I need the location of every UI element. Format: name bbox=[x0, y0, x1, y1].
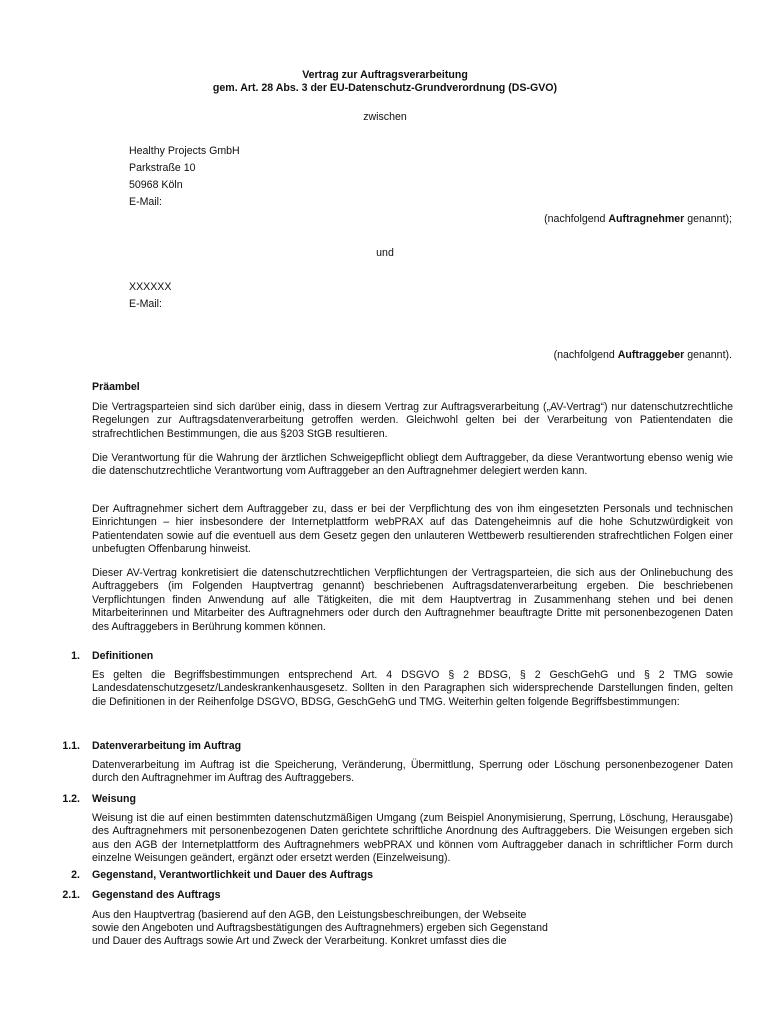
section-1-1-number: 1.1. bbox=[62, 740, 80, 752]
contractor-role-term: Auftragnehmer bbox=[608, 213, 685, 225]
contractor-city: 50968 Köln bbox=[129, 179, 183, 191]
contractor-role-suffix: genannt); bbox=[684, 213, 732, 225]
between-text: zwischen bbox=[363, 111, 407, 123]
contractor-role-prefix: (nachfolgend bbox=[544, 213, 609, 225]
contractor-role bbox=[544, 213, 732, 226]
client-role-prefix: (nachfolgend bbox=[553, 349, 618, 361]
section-2-1-number: 2.1. bbox=[62, 889, 80, 901]
contractor-name: Healthy Projects GmbH bbox=[129, 145, 240, 157]
section-1-2-heading: Weisung bbox=[92, 793, 136, 805]
section-2-number: 2. bbox=[71, 869, 80, 881]
client-role-term: Auftraggeber bbox=[617, 349, 685, 361]
client-name: XXXXXX bbox=[129, 281, 172, 293]
and-text: und bbox=[376, 247, 394, 259]
contractor-email-label: E-Mail: bbox=[129, 196, 162, 208]
preamble-paragraph-2: Die Verantwortung für die Wahrung der ärztlichen Schweigepflicht obliegt dem Auftraggeber, da diese Verantwortung ebenso wenig wie die datenschutzrechtliche Verantwortung vom Auftraggeber an den Auftragnehmer delegiert werden kann. bbox=[92, 452, 733, 478]
section-1-2-text: Weisung ist die auf einen bestimmten datenschutzmäßigen Umgang (zum Beispiel Anonymisierung, Sperrung, Löschung, Herausgabe) des Auftragnehmers mit personenbezogenen Daten gerichtete schriftliche Anordnung des Auftraggebers. Die Weisungen ergeben sich aus den AGB der Internetplattform des Auftragnehmers webPRAX und können vom Auftraggeber danach in schriftlicher Form durch einzelne Weisungen geändert, ergänzt oder ersetzt werden (Einzelweisung). bbox=[92, 812, 733, 865]
preamble-paragraph-3: Der Auftragnehmer sichert dem Auftraggeber zu, dass er bei der Verpflichtung des von ihm eingesetzten Personals und technischen Einrichtungen – hier insbesondere der Internetplattform webPRAX auf das Datengeheimnis auf die hohe Schutzwürdigkeit von Patientendaten sowie auf die eventuell aus dem Gesetz gegen den unlauteren Wettbewerb resultierenden strafrechtlichen Folgen einer unbefugten Offenbarung hinweist. bbox=[92, 503, 733, 556]
section-1-text: Es gelten die Begriffsbestimmungen entsprechend Art. 4 DSGVO § 2 BDSG, § 2 GeschGehG und § 2 TMG sowie Landesdatenschutzgesetz/Landeskrankenhausgesetz. Sollten in den Paragraphen sich widersprechende Darstellungen finden, gelten die Definitionen in der Reihenfolge DSGVO, BDSG, GeschGehG und TMG. Weiterhin gelten folgende Begriffsbestimmungen: bbox=[92, 669, 733, 708]
section-1-1-text: Datenverarbeitung im Auftrag ist die Speicherung, Veränderung, Übermittlung, Sperrung oder Löschung personenbezogener Daten durch den Auftragnehmer im Auftrag des Auftraggebers. bbox=[92, 759, 733, 785]
section-2-1-line-1: Aus den Hauptvertrag (basierend auf den AGB, den Leistungsbeschreibungen, der Webseite bbox=[92, 909, 527, 921]
client-role-suffix: genannt). bbox=[684, 349, 732, 361]
document-title: Vertrag zur Auftragsverarbeitung bbox=[302, 69, 468, 81]
preamble-paragraph-4: Dieser AV-Vertrag konkretisiert die datenschutzrechtlichen Verpflichtungen der Vertragsparteien, die sich aus der Onlinebuchung des Auftraggebers (im Folgenden Hauptvertrag genannt) beschriebenen Auftragsdatenverarbeitung ergeben. Die beschriebenen Verpflichtungen finden Anwendung auf alle Tätigkeiten, die mit dem Hauptvertrag in Zusammenhang stehen und bei denen Mitarbeiterinnen und Mitarbeiter des Auftragnehmers oder durch den Auftragnehmer beauftragte Dritte mit personenbezogenen Daten des Auftraggebers in Berührung kommen können. bbox=[92, 567, 733, 633]
section-2-1-heading: Gegenstand des Auftrags bbox=[92, 889, 221, 901]
section-2-heading: Gegenstand, Verantwortlichkeit und Dauer des Auftrags bbox=[92, 869, 373, 881]
section-1-2-number: 1.2. bbox=[62, 793, 80, 805]
section-1-number: 1. bbox=[71, 650, 80, 662]
client-email-label: E-Mail: bbox=[129, 298, 162, 310]
client-role bbox=[554, 349, 732, 362]
section-1-1-heading: Datenverarbeitung im Auftrag bbox=[92, 740, 242, 752]
preamble-heading: Präambel bbox=[92, 381, 140, 393]
section-2-1-line-3: und Dauer des Auftrags sowie Art und Zweck der Verarbeitung. Konkret umfasst dies die bbox=[92, 935, 507, 947]
document-subtitle: gem. Art. 28 Abs. 3 der EU-Datenschutz-Grundverordnung (DS-GVO) bbox=[212, 82, 558, 94]
section-2-1-line-2: sowie den Angeboten und Auftragsbestätigungen des Auftragnehmers) ergeben sich Gegenstand bbox=[92, 922, 548, 934]
contractor-street: Parkstraße 10 bbox=[129, 162, 196, 174]
preamble-paragraph-1: Die Vertragsparteien sind sich darüber einig, dass in diesem Vertrag zur Auftragsverarbeitung („AV-Vertrag“) nur datenschutzrechtliche Regelungen zur Auftragsdatenverarbeitung getroffen werden. Gleichwohl gelten bei der Verarbeitung von Patientendaten die strafrechtlichen Bestimmungen, die aus §203 StGB resultieren. bbox=[92, 401, 733, 440]
section-1-heading: Definitionen bbox=[92, 650, 154, 662]
